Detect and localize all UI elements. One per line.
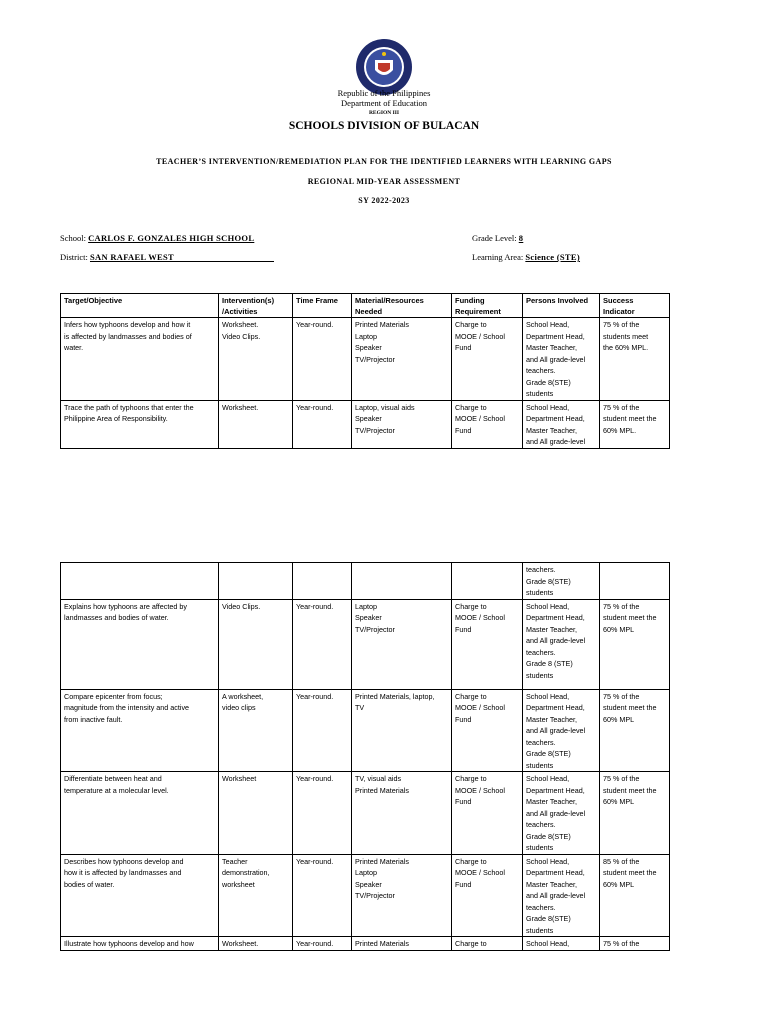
cell-target: Compare epicenter from focus; magnitude from the intensity and active from inactive fault. [61, 689, 219, 772]
learning-area-label: Learning Area: [472, 252, 524, 262]
cell-success [600, 563, 670, 600]
table-header-row [61, 294, 670, 318]
cell-intervention [219, 563, 293, 600]
header-persons: Persons Involved [523, 294, 600, 318]
school-year: SY 2022-2023 [358, 196, 410, 205]
header-time-frame: Time Frame [293, 294, 352, 318]
cell-intervention: Worksheet. [219, 400, 293, 448]
cell-target: Infers how typhoons develop and how it is affected by landmasses and bodies of water. [61, 318, 219, 401]
cell-persons: teachers. Grade 8(STE) students [523, 563, 600, 600]
table-row [61, 400, 670, 448]
table-row [61, 854, 670, 937]
cell-persons: School Head, Department Head, Master Teacher, and All grade-level teachers. Grade 8(STE) students [523, 689, 600, 772]
cell-persons: School Head, Department Head, Master Teacher, and All grade-level teachers. Grade 8(STE) students [523, 854, 600, 937]
cell-persons: School Head, Department Head, Master Teacher, and All grade-level teachers. Grade 8 (STE) students [523, 599, 600, 689]
school-field [60, 233, 254, 243]
cell-materials: Printed Materials [352, 937, 452, 951]
cell-funding: Charge to MOOE / School Fund [452, 689, 523, 772]
cell-intervention: Teacher demonstration, worksheet [219, 854, 293, 937]
cell-funding: Charge to MOOE / School Fund [452, 854, 523, 937]
cell-success: 75 % of the student meet the 60% MPL [600, 689, 670, 772]
cell-success: 75 % of the students meet the 60% MPL. [600, 318, 670, 401]
cell-intervention: A worksheet, video clips [219, 689, 293, 772]
cell-funding [452, 563, 523, 600]
table-row [61, 563, 670, 600]
table-row [61, 772, 670, 855]
cell-time-frame: Year-round. [293, 854, 352, 937]
cell-time-frame: Year-round. [293, 689, 352, 772]
header-target: Target/Objective [61, 294, 219, 318]
cell-materials: Printed Materials, laptop, TV [352, 689, 452, 772]
cell-persons: School Head, Department Head, Master Teacher, and All grade-level teachers. Grade 8(STE) students [523, 318, 600, 401]
cell-target: Explains how typhoons are affected by landmasses and bodies of water. [61, 599, 219, 689]
cell-target: Describes how typhoons develop and how it is affected by landmasses and bodies of water. [61, 854, 219, 937]
department-line: Department of Education [341, 98, 427, 108]
cell-success: 85 % of the student meet the 60% MPL [600, 854, 670, 937]
division-title: SCHOOLS DIVISION OF BULACAN [288, 120, 480, 132]
cell-materials: Laptop Speaker TV/Projector [352, 599, 452, 689]
cell-target: Trace the path of typhoons that enter the Philippine Area of Responsibility. [61, 400, 219, 448]
region-line: REGION III [368, 110, 400, 116]
grade-value: 8 [518, 233, 524, 243]
grade-field [472, 233, 523, 243]
cell-intervention: Worksheet [219, 772, 293, 855]
cell-intervention: Worksheet. Video Clips. [219, 318, 293, 401]
cell-success: 75 % of the student meet the 60% MPL [600, 599, 670, 689]
cell-target: Differentiate between heat and temperature at a molecular level. [61, 772, 219, 855]
cell-funding: Charge to MOOE / School Fund [452, 772, 523, 855]
district-field [60, 252, 274, 262]
table-row [61, 937, 670, 951]
cell-time-frame [293, 563, 352, 600]
republic-line: Republic of the Philippines [337, 88, 431, 98]
cell-time-frame: Year-round. [293, 772, 352, 855]
cell-funding: Charge to [452, 937, 523, 951]
cell-materials: Printed Materials Laptop Speaker TV/Projector [352, 854, 452, 937]
cell-materials: TV, visual aids Printed Materials [352, 772, 452, 855]
district-underline [174, 252, 274, 262]
district-value: SAN RAFAEL WEST [89, 252, 174, 262]
cell-success: 75 % of the student meet the 60% MPL. [600, 400, 670, 448]
cell-target [61, 563, 219, 600]
assessment-title: REGIONAL MID-YEAR ASSESSMENT [307, 177, 461, 186]
grade-label: Grade Level: [472, 233, 517, 243]
header-success: Success Indicator [600, 294, 670, 318]
cell-target: Illustrate how typhoons develop and how [61, 937, 219, 951]
cell-success: 75 % of the [600, 937, 670, 951]
intervention-table-page2 [60, 562, 670, 951]
header-materials: Material/Resources Needed [352, 294, 452, 318]
cell-funding: Charge to MOOE / School Fund [452, 400, 523, 448]
plan-title: TEACHER’S INTERVENTION/REMEDIATION PLAN FOR THE IDENTIFIED LEARNERS WITH LEARNING GAPS [156, 157, 612, 166]
cell-time-frame: Year-round. [293, 400, 352, 448]
cell-funding: Charge to MOOE / School Fund [452, 599, 523, 689]
cell-persons: School Head, [523, 937, 600, 951]
cell-intervention: Worksheet. [219, 937, 293, 951]
school-label: School: [60, 233, 86, 243]
cell-intervention: Video Clips. [219, 599, 293, 689]
header-intervention: Intervention(s) /Activities [219, 294, 293, 318]
cell-materials [352, 563, 452, 600]
table-row [61, 599, 670, 689]
table-row [61, 689, 670, 772]
cell-persons: School Head, Department Head, Master Teacher, and All grade-level [523, 400, 600, 448]
district-label: District: [60, 252, 88, 262]
header-funding: Funding Requirement [452, 294, 523, 318]
learning-area-field [472, 252, 580, 262]
cell-materials: Printed Materials Laptop Speaker TV/Projector [352, 318, 452, 401]
cell-persons: School Head, Department Head, Master Teacher, and All grade-level teachers. Grade 8(STE) students [523, 772, 600, 855]
school-value: CARLOS F. GONZALES HIGH SCHOOL [88, 233, 255, 243]
intervention-table-page1 [60, 293, 670, 449]
cell-time-frame: Year-round. [293, 318, 352, 401]
cell-funding: Charge to MOOE / School Fund [452, 318, 523, 401]
learning-area-value: Science (STE) [525, 252, 581, 262]
cell-time-frame: Year-round. [293, 599, 352, 689]
cell-time-frame: Year-round. [293, 937, 352, 951]
cell-materials: Laptop, visual aids Speaker TV/Projector [352, 400, 452, 448]
cell-success: 75 % of the student meet the 60% MPL [600, 772, 670, 855]
table-row [61, 318, 670, 401]
